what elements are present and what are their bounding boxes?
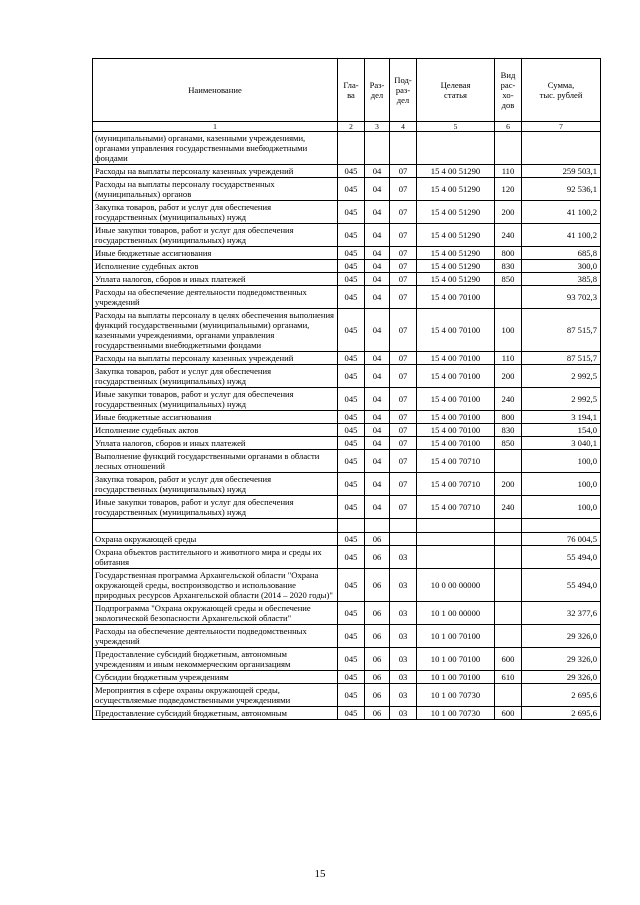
row-sum: 3 194,1 — [522, 411, 601, 424]
row-glava: 045 — [338, 411, 365, 424]
row-target: 15 4 00 70100 — [417, 286, 495, 309]
table-row — [93, 424, 601, 437]
row-vid: 830 — [495, 260, 522, 273]
row-target: 10 1 00 70730 — [417, 684, 495, 707]
row-sum: 55 494,0 — [522, 569, 601, 602]
row-vid: 610 — [495, 671, 522, 684]
row-target: 15 4 00 51290 — [417, 260, 495, 273]
row-razdel: 04 — [365, 424, 390, 437]
row-glava — [338, 132, 365, 165]
row-vid: 110 — [495, 165, 522, 178]
table-row — [93, 286, 601, 309]
row-sum: 92 536,1 — [522, 178, 601, 201]
row-sum: 154,0 — [522, 424, 601, 437]
row-sum: 385,8 — [522, 273, 601, 286]
table-row — [93, 546, 601, 569]
row-podrazdel: 03 — [390, 602, 417, 625]
row-sum: 2 992,5 — [522, 365, 601, 388]
row-name: Выполнение функций государственными органами в области лесных отношений — [93, 450, 338, 473]
table-row — [93, 533, 601, 546]
row-glava: 045 — [338, 533, 365, 546]
row-name: (муниципальными) органами, казенными учреждениями, органами управления государственными внебюджетными фондами — [93, 132, 338, 165]
row-razdel: 06 — [365, 546, 390, 569]
page-number: 15 — [314, 868, 326, 880]
row-podrazdel: 03 — [390, 707, 417, 720]
table-row — [93, 309, 601, 352]
row-podrazdel: 07 — [390, 424, 417, 437]
row-razdel: 04 — [365, 437, 390, 450]
row-name: Иные закупки товаров, работ и услуг для обеспечения государственных (муниципальных) нужд — [93, 224, 338, 247]
row-razdel: 04 — [365, 411, 390, 424]
row-sum: 76 004,5 — [522, 533, 601, 546]
row-target — [417, 533, 495, 546]
header-razdel: Раз- дел — [365, 59, 390, 122]
header-vid: Вид рас- хо- дов — [495, 59, 522, 122]
row-name: Предоставление субсидий бюджетным, автономным — [93, 707, 338, 720]
row-glava: 045 — [338, 648, 365, 671]
row-target: 15 4 00 51290 — [417, 224, 495, 247]
row-podrazdel: 07 — [390, 309, 417, 352]
row-razdel: 04 — [365, 273, 390, 286]
row-target — [417, 546, 495, 569]
row-glava: 045 — [338, 569, 365, 602]
row-razdel: 06 — [365, 648, 390, 671]
row-sum: 29 326,0 — [522, 671, 601, 684]
row-vid — [495, 684, 522, 707]
row-podrazdel: 07 — [390, 437, 417, 450]
row-vid — [495, 602, 522, 625]
row-podrazdel: 03 — [390, 648, 417, 671]
row-razdel — [365, 132, 390, 165]
row-glava: 045 — [338, 165, 365, 178]
row-razdel: 04 — [365, 247, 390, 260]
row-target: 15 4 00 51290 — [417, 178, 495, 201]
row-target: 15 4 00 51290 — [417, 165, 495, 178]
col-number: 7 — [522, 122, 601, 132]
row-razdel: 06 — [365, 602, 390, 625]
table-row — [93, 411, 601, 424]
row-name: Закупка товаров, работ и услуг для обеспечения государственных (муниципальных) нужд — [93, 201, 338, 224]
row-target: 15 4 00 70710 — [417, 496, 495, 519]
row-name: Расходы на обеспечение деятельности подведомственных учреждений — [93, 625, 338, 648]
row-target: 10 1 00 70100 — [417, 648, 495, 671]
row-sum: 100,0 — [522, 496, 601, 519]
row-sum: 2 992,5 — [522, 388, 601, 411]
row-glava: 045 — [338, 496, 365, 519]
row-glava: 045 — [338, 247, 365, 260]
row-glava: 045 — [338, 309, 365, 352]
row-razdel: 04 — [365, 260, 390, 273]
row-vid: 850 — [495, 437, 522, 450]
row-sum: 41 100,2 — [522, 224, 601, 247]
row-target — [417, 519, 495, 533]
row-razdel: 04 — [365, 496, 390, 519]
header-name: Наименование — [93, 59, 338, 122]
budget-table — [92, 58, 601, 720]
row-razdel: 06 — [365, 707, 390, 720]
row-vid — [495, 569, 522, 602]
col-number: 4 — [390, 122, 417, 132]
row-glava: 045 — [338, 201, 365, 224]
row-podrazdel: 07 — [390, 450, 417, 473]
row-podrazdel: 07 — [390, 411, 417, 424]
row-podrazdel: 07 — [390, 260, 417, 273]
table-row — [93, 224, 601, 247]
row-razdel: 04 — [365, 286, 390, 309]
row-sum — [522, 132, 601, 165]
row-vid — [495, 132, 522, 165]
row-vid: 240 — [495, 224, 522, 247]
row-podrazdel: 03 — [390, 625, 417, 648]
row-name: Субсидии бюджетным учреждениям — [93, 671, 338, 684]
row-razdel: 06 — [365, 684, 390, 707]
row-razdel: 06 — [365, 533, 390, 546]
row-name — [93, 519, 338, 533]
row-sum: 3 040,1 — [522, 437, 601, 450]
row-razdel: 04 — [365, 365, 390, 388]
row-vid — [495, 546, 522, 569]
row-razdel: 04 — [365, 224, 390, 247]
row-name: Расходы на обеспечение деятельности подведомственных учреждений — [93, 286, 338, 309]
table-header-row — [93, 59, 601, 122]
row-target: 15 4 00 51290 — [417, 201, 495, 224]
row-vid: 240 — [495, 388, 522, 411]
row-target: 15 4 00 70100 — [417, 352, 495, 365]
row-sum: 300,0 — [522, 260, 601, 273]
col-number: 5 — [417, 122, 495, 132]
row-name: Исполнение судебных актов — [93, 260, 338, 273]
row-podrazdel — [390, 519, 417, 533]
row-vid: 600 — [495, 707, 522, 720]
row-sum: 259 503,1 — [522, 165, 601, 178]
row-name: Иные закупки товаров, работ и услуг для обеспечения государственных (муниципальных) нужд — [93, 496, 338, 519]
row-name: Расходы на выплаты персоналу государственных (муниципальных) органов — [93, 178, 338, 201]
row-glava: 045 — [338, 602, 365, 625]
header-podrazdel: Под- раз- дел — [390, 59, 417, 122]
row-vid: 120 — [495, 178, 522, 201]
table-row — [93, 671, 601, 684]
header-glava: Гла- ва — [338, 59, 365, 122]
row-target: 10 1 00 70730 — [417, 707, 495, 720]
row-razdel: 04 — [365, 450, 390, 473]
col-number: 3 — [365, 122, 390, 132]
row-vid: 800 — [495, 411, 522, 424]
row-glava: 045 — [338, 546, 365, 569]
row-target: 10 0 00 00000 — [417, 569, 495, 602]
document-page — [92, 58, 600, 720]
row-podrazdel: 07 — [390, 496, 417, 519]
table-row — [93, 707, 601, 720]
row-glava: 045 — [338, 388, 365, 411]
row-target: 10 1 00 70100 — [417, 625, 495, 648]
row-podrazdel: 03 — [390, 684, 417, 707]
row-sum: 2 695,6 — [522, 707, 601, 720]
row-razdel: 04 — [365, 178, 390, 201]
row-sum: 100,0 — [522, 450, 601, 473]
row-glava: 045 — [338, 424, 365, 437]
row-target: 15 4 00 70100 — [417, 411, 495, 424]
table-row — [93, 519, 601, 533]
row-vid: 800 — [495, 247, 522, 260]
col-number: 6 — [495, 122, 522, 132]
row-glava: 045 — [338, 625, 365, 648]
row-podrazdel: 07 — [390, 388, 417, 411]
row-name: Уплата налогов, сборов и иных платежей — [93, 273, 338, 286]
row-glava: 045 — [338, 224, 365, 247]
row-sum: 87 515,7 — [522, 352, 601, 365]
row-vid: 200 — [495, 201, 522, 224]
row-name: Предоставление субсидий бюджетным, автономным учреждениям и иным некоммерческим организациям — [93, 648, 338, 671]
row-sum: 685,8 — [522, 247, 601, 260]
row-target: 15 4 00 70100 — [417, 309, 495, 352]
row-vid — [495, 286, 522, 309]
row-razdel: 04 — [365, 473, 390, 496]
row-razdel: 04 — [365, 388, 390, 411]
row-razdel: 04 — [365, 165, 390, 178]
row-podrazdel: 03 — [390, 569, 417, 602]
row-podrazdel: 03 — [390, 546, 417, 569]
row-glava: 045 — [338, 437, 365, 450]
row-sum — [522, 519, 601, 533]
row-vid: 200 — [495, 365, 522, 388]
row-target: 15 4 00 70100 — [417, 388, 495, 411]
table-row — [93, 201, 601, 224]
row-vid: 200 — [495, 473, 522, 496]
row-sum: 87 515,7 — [522, 309, 601, 352]
row-name: Закупка товаров, работ и услуг для обеспечения государственных (муниципальных) нужд — [93, 365, 338, 388]
table-row — [93, 352, 601, 365]
row-target: 15 4 00 70100 — [417, 365, 495, 388]
table-row — [93, 625, 601, 648]
row-name: Расходы на выплаты персоналу казенных учреждений — [93, 165, 338, 178]
row-glava: 045 — [338, 273, 365, 286]
table-body — [93, 132, 601, 720]
row-glava: 045 — [338, 260, 365, 273]
table-row — [93, 165, 601, 178]
row-name: Государственная программа Архангельской области "Охрана окружающей среды, воспроизводство и использование природных ресурсов Архангельской области (2014 – 2020 годы)" — [93, 569, 338, 602]
row-sum: 100,0 — [522, 473, 601, 496]
table-row — [93, 247, 601, 260]
row-glava: 045 — [338, 684, 365, 707]
row-razdel — [365, 519, 390, 533]
table-row — [93, 437, 601, 450]
row-podrazdel: 07 — [390, 247, 417, 260]
row-target: 10 1 00 00000 — [417, 602, 495, 625]
row-name: Закупка товаров, работ и услуг для обеспечения государственных (муниципальных) нужд — [93, 473, 338, 496]
row-target: 15 4 00 70100 — [417, 424, 495, 437]
table-row — [93, 178, 601, 201]
row-podrazdel — [390, 132, 417, 165]
row-vid: 110 — [495, 352, 522, 365]
row-podrazdel: 07 — [390, 286, 417, 309]
row-sum: 93 702,3 — [522, 286, 601, 309]
row-name: Иные закупки товаров, работ и услуг для обеспечения государственных (муниципальных) нужд — [93, 388, 338, 411]
row-name: Уплата налогов, сборов и иных платежей — [93, 437, 338, 450]
table-row — [93, 569, 601, 602]
row-glava: 045 — [338, 286, 365, 309]
row-sum: 29 326,0 — [522, 648, 601, 671]
row-target: 10 1 00 70100 — [417, 671, 495, 684]
table-row — [93, 648, 601, 671]
row-podrazdel: 07 — [390, 178, 417, 201]
row-target: 15 4 00 51290 — [417, 247, 495, 260]
row-sum: 2 695,6 — [522, 684, 601, 707]
row-sum: 29 326,0 — [522, 625, 601, 648]
row-razdel: 06 — [365, 625, 390, 648]
table-row — [93, 273, 601, 286]
table-row — [93, 132, 601, 165]
row-name: Расходы на выплаты персоналу казенных учреждений — [93, 352, 338, 365]
row-vid — [495, 533, 522, 546]
row-razdel: 06 — [365, 569, 390, 602]
table-row — [93, 450, 601, 473]
row-vid — [495, 625, 522, 648]
row-glava: 045 — [338, 352, 365, 365]
row-sum: 55 494,0 — [522, 546, 601, 569]
col-number: 1 — [93, 122, 338, 132]
row-name: Охрана объектов растительного и животного мира и среды их обитания — [93, 546, 338, 569]
row-vid: 100 — [495, 309, 522, 352]
row-name: Расходы на выплаты персоналу в целях обеспечения выполнения функций государственными (муниципальными) органами, казенными учреждениями, органами управления государственными внебюджетными фондами — [93, 309, 338, 352]
row-podrazdel: 07 — [390, 473, 417, 496]
row-target — [417, 132, 495, 165]
row-podrazdel: 07 — [390, 165, 417, 178]
header-target: Целевая статья — [417, 59, 495, 122]
table-row — [93, 388, 601, 411]
row-target: 15 4 00 70710 — [417, 473, 495, 496]
table-row — [93, 260, 601, 273]
row-name: Мероприятия в сфере охраны окружающей среды, осуществляемые подведомственными учреждениями — [93, 684, 338, 707]
row-razdel: 06 — [365, 671, 390, 684]
table-row — [93, 684, 601, 707]
row-glava: 045 — [338, 671, 365, 684]
row-name: Иные бюджетные ассигнования — [93, 247, 338, 260]
header-sum: Сумма, тыс. рублей — [522, 59, 601, 122]
table-row — [93, 602, 601, 625]
row-vid: 850 — [495, 273, 522, 286]
row-podrazdel: 07 — [390, 352, 417, 365]
row-vid: 600 — [495, 648, 522, 671]
row-podrazdel: 03 — [390, 671, 417, 684]
table-row — [93, 473, 601, 496]
row-razdel: 04 — [365, 309, 390, 352]
row-target: 15 4 00 51290 — [417, 273, 495, 286]
row-name: Иные бюджетные ассигнования — [93, 411, 338, 424]
row-sum: 32 377,6 — [522, 602, 601, 625]
row-name: Охрана окружающей среды — [93, 533, 338, 546]
row-glava: 045 — [338, 707, 365, 720]
row-podrazdel: 07 — [390, 224, 417, 247]
row-vid — [495, 519, 522, 533]
column-number-row — [93, 122, 601, 132]
row-podrazdel — [390, 533, 417, 546]
row-vid: 240 — [495, 496, 522, 519]
table-row — [93, 365, 601, 388]
row-target: 15 4 00 70710 — [417, 450, 495, 473]
row-glava: 045 — [338, 473, 365, 496]
row-podrazdel: 07 — [390, 365, 417, 388]
row-glava — [338, 519, 365, 533]
row-target: 15 4 00 70100 — [417, 437, 495, 450]
row-glava: 045 — [338, 365, 365, 388]
row-razdel: 04 — [365, 352, 390, 365]
row-razdel: 04 — [365, 201, 390, 224]
row-podrazdel: 07 — [390, 273, 417, 286]
row-glava: 045 — [338, 450, 365, 473]
row-vid: 830 — [495, 424, 522, 437]
row-glava: 045 — [338, 178, 365, 201]
col-number: 2 — [338, 122, 365, 132]
row-name: Исполнение судебных актов — [93, 424, 338, 437]
row-sum: 41 100,2 — [522, 201, 601, 224]
table-row — [93, 496, 601, 519]
row-podrazdel: 07 — [390, 201, 417, 224]
row-vid — [495, 450, 522, 473]
row-name: Подпрограмма "Охрана окружающей среды и обеспечение экологической безопасности Архангельской области" — [93, 602, 338, 625]
